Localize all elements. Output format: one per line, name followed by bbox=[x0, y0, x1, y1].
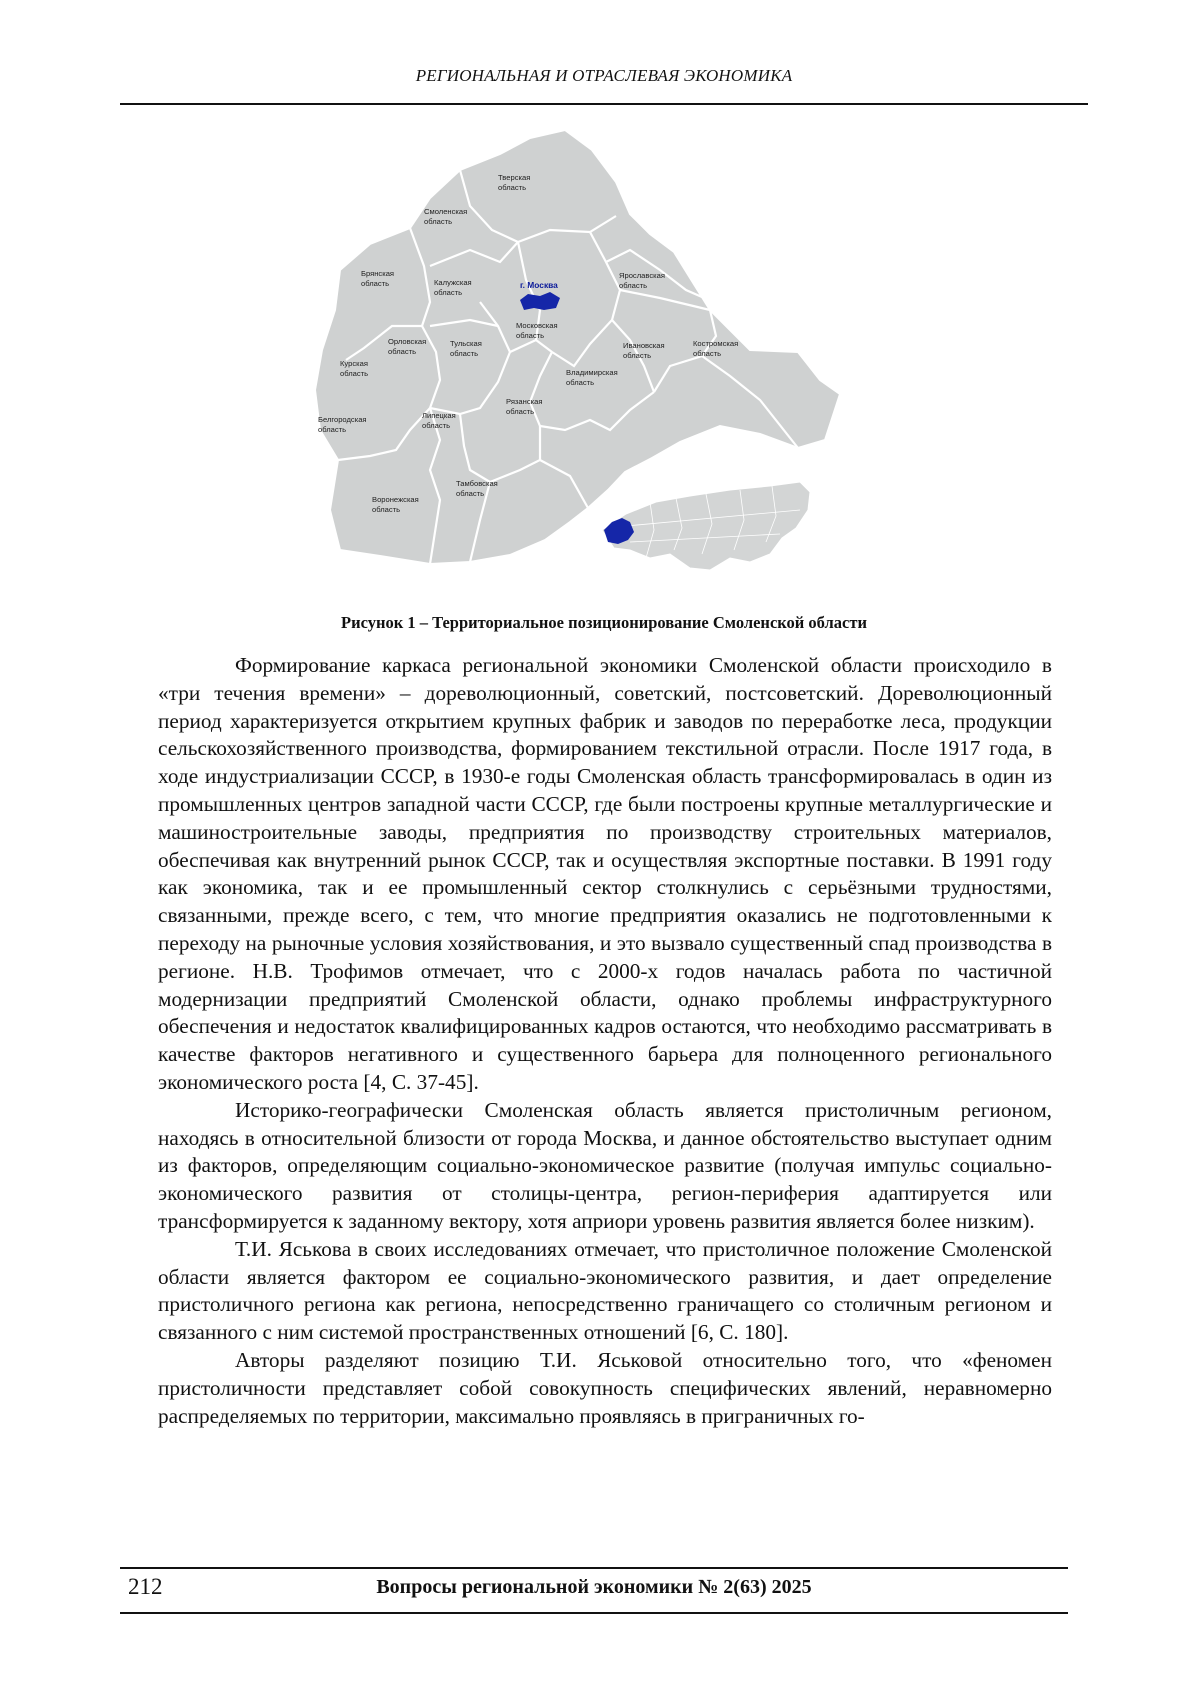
svg-text:Ивановская: Ивановская bbox=[623, 341, 665, 350]
svg-text:область: область bbox=[434, 288, 463, 297]
svg-text:область: область bbox=[566, 378, 595, 387]
russia-inset-map bbox=[602, 482, 810, 570]
svg-text:Тамбовская: Тамбовская bbox=[456, 479, 498, 488]
footer-rule-bottom bbox=[120, 1612, 1068, 1614]
moscow-label: г. Москва bbox=[520, 280, 558, 290]
svg-text:область: область bbox=[506, 407, 535, 416]
region-label-tula bbox=[450, 339, 482, 358]
svg-text:область: область bbox=[450, 349, 479, 358]
central-federal-district-map bbox=[318, 130, 900, 608]
svg-text:Владимирская: Владимирская bbox=[566, 368, 618, 377]
figure-caption: Рисунок 1 – Территориальное позиционирование Смоленской области bbox=[341, 613, 867, 632]
svg-text:область: область bbox=[388, 347, 417, 356]
svg-text:область: область bbox=[693, 349, 722, 358]
svg-text:Орловская: Орловская bbox=[388, 337, 427, 346]
footer-rule-top bbox=[120, 1567, 1068, 1569]
svg-text:область: область bbox=[516, 331, 545, 340]
svg-text:Белгородская: Белгородская bbox=[318, 415, 367, 424]
region-label-bryansk bbox=[361, 269, 394, 288]
journal-title: Вопросы региональной экономики № 2(63) 2025 bbox=[376, 1576, 812, 1598]
svg-text:область: область bbox=[361, 279, 390, 288]
svg-text:Ярославская: Ярославская bbox=[619, 271, 665, 280]
svg-text:Калужская: Калужская bbox=[434, 278, 472, 287]
region-label-kursk bbox=[340, 359, 368, 378]
header-rule bbox=[120, 103, 1088, 105]
running-head: РЕГИОНАЛЬНАЯ И ОТРАСЛЕВАЯ ЭКОНОМИКА bbox=[415, 66, 793, 85]
svg-text:Брянская: Брянская bbox=[361, 269, 395, 278]
svg-text:Тверская: Тверская bbox=[498, 173, 531, 182]
svg-text:область: область bbox=[498, 183, 527, 192]
svg-text:Тульская: Тульская bbox=[450, 339, 482, 348]
svg-text:область: область bbox=[318, 425, 347, 434]
svg-text:Липецкая: Липецкая bbox=[422, 411, 456, 420]
svg-text:область: область bbox=[340, 369, 369, 378]
svg-text:область: область bbox=[456, 489, 485, 498]
paragraph: Формирование каркаса региональной экономики Смоленской области происходило в «три течения времени» – дореволюционный, советский, постсоветский. Дореволюционный период характеризуется открытием крупных фабрик и заводов по переработке леса, продукции сельскохозяйственного производства, формированием текстильной отрасли. После 1917 года, в ходе индустриализации СССР, в 1930-е годы Смоленская область трансформировалась в один из промышленных центров западной части СССР, где были построены крупные металлургические и машиностроительные заводы, предприятия по производству строительных материалов, обеспечивая как внутренний рынок СССР, так и осуществляя экспортные поставки. В 1991 году как экономика, так и ее промышленный сектор столкнулись с серьёзными трудностями, связанными, прежде всего, с тем, что многие предприятия оказались не подготовленными к переходу на рыночные условия хозяйствования, и это вызвало существенный спад производства в регионе. Н.В. Трофимов отмечает, что с 2000-х годов началась работа по частичной модернизации предприятий Смоленской области, однако проблемы инфраструктурного обеспечения и недостаток квалифицированных кадров остаются, что необходимо рассматривать в качестве факторов негативного и существенного барьера для полноценного регионального экономического роста [4, С. 37-45]. bbox=[158, 653, 1052, 1094]
svg-text:Московская: Московская bbox=[516, 321, 558, 330]
page-number: 212 bbox=[128, 1574, 163, 1599]
figure-map bbox=[318, 130, 900, 608]
paragraph: Историко-географически Смоленская область является пристоличным регионом, находясь в относительной близости от города Москва, и данное обстоятельство выступает одним из факторов, определяющим социально-экономическое развитие (получая импульс социально-экономического развития от столицы-центра, регион-периферия адаптируется или трансформируется к заданному вектору, хотя априори уровень развития является более низким). bbox=[158, 1097, 1052, 1233]
svg-text:Курская: Курская bbox=[340, 359, 368, 368]
svg-text:область: область bbox=[424, 217, 453, 226]
paragraph: Авторы разделяют позицию Т.И. Яськовой относительно того, что «феномен пристоличности представляет собой совокупность специфических явлений, неравномерно распределяемых по территории, максимально проявляясь в приграничных го- bbox=[158, 1347, 1052, 1428]
paragraph: Т.И. Яськова в своих исследованиях отмечает, что пристоличное положение Смоленской области является фактором ее социально-экономического развития, и дает определение пристоличного региона как региона, непосредственно граничащего со столичным регионом и связанного с ним системой пространственных отношений [6, С. 180]. bbox=[158, 1236, 1052, 1345]
svg-text:область: область bbox=[619, 281, 648, 290]
svg-text:Рязанская: Рязанская bbox=[506, 397, 543, 406]
svg-text:Костромская: Костромская bbox=[693, 339, 739, 348]
svg-text:область: область bbox=[422, 421, 451, 430]
svg-text:Воронежская: Воронежская bbox=[372, 495, 419, 504]
article-body bbox=[158, 652, 1052, 1430]
svg-text:область: область bbox=[372, 505, 401, 514]
svg-text:область: область bbox=[623, 351, 652, 360]
svg-text:Смоленская: Смоленская bbox=[424, 207, 468, 216]
region-label-tver bbox=[498, 173, 530, 192]
